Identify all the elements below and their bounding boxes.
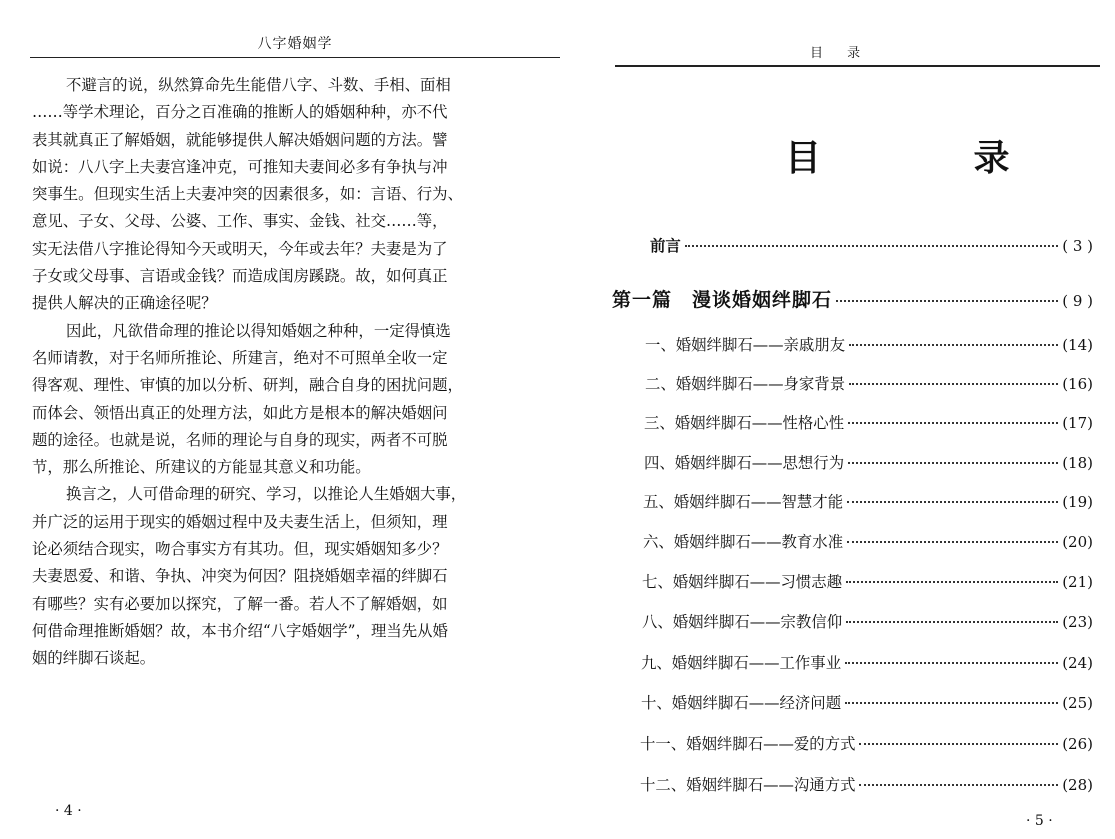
toc-entry-page: (19) <box>1062 493 1093 511</box>
toc-entry-label: 一、婚姻绊脚石——亲戚朋友 <box>645 336 846 354</box>
text-line: 突事生。但现实生活上夫妻冲突的因素很多，如：言语、行为、 <box>32 185 463 204</box>
text-line: 因此，凡欲借命理的推论以得知婚姻之种种，一定得慎选 <box>66 321 451 340</box>
leader-dots <box>836 300 1058 302</box>
page-number-left: · 4 · <box>55 803 82 819</box>
header-rule-left <box>30 57 560 58</box>
toc-entry-page: (17) <box>1062 414 1093 432</box>
toc-entry-page: (21) <box>1062 573 1093 591</box>
toc-entry-page: (28) <box>1062 776 1093 794</box>
text-line: 表其就真正了解婚姻，就能够提供人解决婚姻问题的方法。譬 <box>32 130 448 149</box>
toc-entry[interactable] <box>645 333 1093 355</box>
text-line: 名师请教，对于名师所推论、所建言，绝对不可照单全收一定 <box>32 348 448 367</box>
toc-entry[interactable] <box>650 234 1093 256</box>
toc-entry-page: (26) <box>1062 735 1093 753</box>
toc-entry[interactable] <box>643 490 1093 512</box>
toc-entry-page: (23) <box>1062 613 1093 631</box>
leader-dots <box>845 702 1058 704</box>
text-line: 何借命理推断婚姻？故，本书介绍“八字婚姻学”，理当先从婚 <box>32 621 448 640</box>
page-number-right: · 5 · <box>1026 813 1053 829</box>
text-line: 实无法借八字推论得知今天或明天，今年或去年？夫妻是为了 <box>32 239 448 258</box>
leader-dots <box>846 621 1058 623</box>
text-line: 夫妻恩爱、和谐、争执、冲突为何因？阻挠婚姻幸福的绊脚石 <box>32 567 448 586</box>
leader-dots <box>859 743 1058 745</box>
text-line: 节，那么所推论、所建议的方能显其意义和功能。 <box>32 458 371 477</box>
leader-dots <box>847 501 1058 503</box>
toc-entry-page: ( 3 ) <box>1062 237 1093 255</box>
toc-entry-label: 七、婚姻绊脚石——习惯志趣 <box>642 573 843 591</box>
toc-entry[interactable] <box>640 732 1093 754</box>
toc-entry-page: (25) <box>1062 694 1093 712</box>
text-line: 如说：八八字上夫妻宫逢冲克，可推知夫妻间必多有争执与冲 <box>32 157 448 176</box>
toc-entry-page: (24) <box>1062 654 1093 672</box>
toc-entry-page: ( 9 ) <box>1062 292 1093 310</box>
leader-dots <box>849 383 1058 385</box>
leader-dots <box>849 344 1058 346</box>
text-line: 换言之，人可借命理的研究、学习，以推论人生婚姻大事， <box>66 485 467 504</box>
leader-dots <box>848 422 1058 424</box>
toc-entry-label: 五、婚姻绊脚石——智慧才能 <box>643 493 844 511</box>
toc-entry-label: 十一、婚姻绊脚石——爱的方式 <box>640 735 856 753</box>
toc-entry-label: 三、婚姻绊脚石——性格心性 <box>644 414 845 432</box>
toc-entry-page: (18) <box>1062 454 1093 472</box>
toc-entry-label: 八、婚姻绊脚石——宗教信仰 <box>642 613 843 631</box>
text-line: 题的途径。也就是说，名师的理论与自身的现实，两者不可脱 <box>32 430 448 449</box>
toc-entry-page: (16) <box>1062 375 1093 393</box>
toc-entry-page: (14) <box>1062 336 1093 354</box>
text-line: 而体会、领悟出真正的处理方法，如此方是根本的解决婚姻问 <box>32 403 448 422</box>
header-rule-right <box>615 65 1100 67</box>
toc-entry[interactable] <box>642 610 1093 632</box>
toc-entry[interactable] <box>645 372 1093 394</box>
leader-dots <box>847 541 1058 543</box>
toc-part-entry[interactable] <box>612 285 1093 312</box>
toc-entry[interactable] <box>641 691 1093 713</box>
toc-entry-label: 二、婚姻绊脚石——身家背景 <box>645 375 846 393</box>
toc-entry[interactable] <box>644 451 1093 473</box>
text-line: 子女或父母事、言语或金钱？而造成闺房蹊跷。故，如何真正 <box>32 267 448 286</box>
toc-entry[interactable] <box>643 530 1093 552</box>
text-line: 得客观、理性、审慎的加以分析、研判，融合自身的困扰问题， <box>32 376 463 395</box>
toc-entry[interactable] <box>644 411 1093 433</box>
leader-dots <box>845 662 1058 664</box>
text-line: 有哪些？实有必要加以探究，了解一番。若人不了解婚姻，如 <box>32 594 448 613</box>
toc-entry-page: (20) <box>1062 533 1093 551</box>
leader-dots <box>859 784 1058 786</box>
toc-entry[interactable] <box>641 651 1093 673</box>
toc-entry-label: 六、婚姻绊脚石——教育水准 <box>643 533 844 551</box>
toc-entry-label: 前言 <box>650 237 681 255</box>
text-line: 姻的绊脚石谈起。 <box>32 649 156 668</box>
toc-entry-label: 十二、婚姻绊脚石——沟通方式 <box>640 776 856 794</box>
text-line: 不避言的说，纵然算命先生能借八字、斗数、手相、面相 <box>66 76 451 94</box>
text-line: ……等学术理论，百分之百准确的推断人的婚姻种种，亦不代 <box>32 103 448 122</box>
toc-title: 目 录 <box>785 137 1080 179</box>
toc-entry-label: 四、婚姻绊脚石——思想行为 <box>644 454 845 472</box>
body-text <box>32 72 522 673</box>
leader-dots <box>685 245 1058 247</box>
text-line: 论必须结合现实，吻合事实方有其功。但，现实婚姻知多少？ <box>32 540 448 559</box>
toc-entry-label: 九、婚姻绊脚石——工作事业 <box>641 654 842 672</box>
toc-entry[interactable] <box>640 773 1093 795</box>
toc-entry[interactable] <box>642 570 1093 592</box>
toc-entry-label: 十、婚姻绊脚石——经济问题 <box>641 694 842 712</box>
toc-entry-label: 第一篇 漫谈婚姻绊脚石 <box>612 289 833 311</box>
text-line: 意见、子女、父母、公婆、工作、事实、金钱、社交……等， <box>32 212 448 231</box>
leader-dots <box>848 462 1058 464</box>
running-head-left: 八字婚姻学 <box>257 36 333 52</box>
text-line: 并广泛的运用于现实的婚姻过程中及夫妻生活上，但须知，理 <box>32 512 448 531</box>
text-line: 提供人解决的正确途径呢？ <box>32 294 217 313</box>
leader-dots <box>846 581 1058 583</box>
running-head-right: 目 录 <box>810 46 871 61</box>
